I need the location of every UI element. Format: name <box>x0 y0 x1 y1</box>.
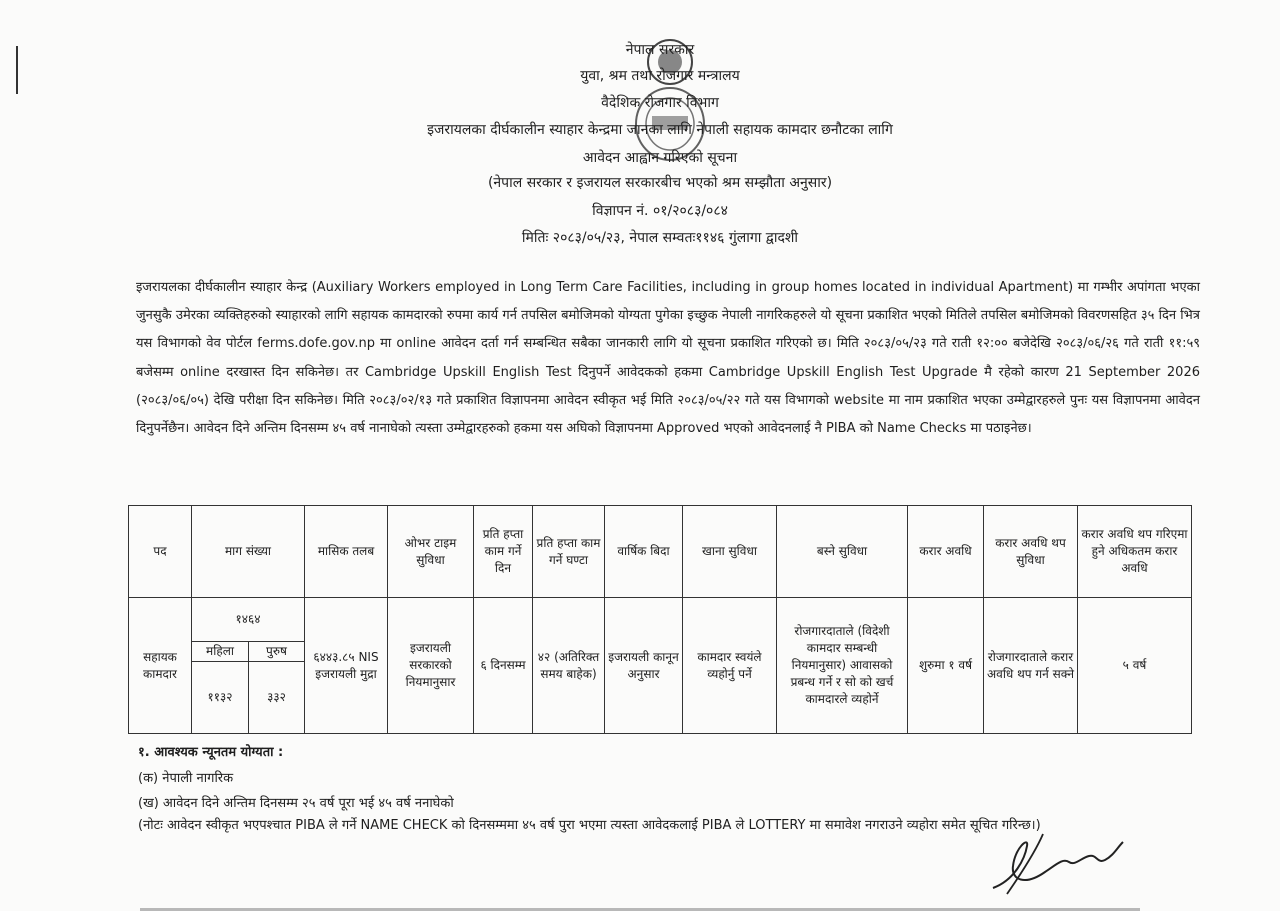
notice-date: मितिः २०८३/०५/२३, नेपाल सम्वतः११४६ गुंलागा द्वादशी <box>521 230 799 246</box>
requirement-note: (नोटः आवेदन स्वीकृत भएपश्चात PIBA ले गर्ने NAME CHECK को दिनसम्ममा ४५ वर्ष पुरा भएमा त्यस्ता आवेदकलाई PIBA ले LOTTERY मा समावेश नगराउने व्यहोरा समेत सूचित गरिन्छ।) <box>138 818 1041 833</box>
government-name: नेपाल सरकार <box>625 42 695 58</box>
cell-demand-total: १४६४ <box>192 598 305 642</box>
requirement-item-ka: (क) नेपाली नागरिक <box>138 771 234 786</box>
table-header-row <box>129 506 1192 598</box>
page-margin-mark <box>16 46 18 94</box>
cell-post: सहायक कामदार <box>129 598 192 734</box>
header-hours: प्रति हप्ता काम गर्ने घण्टा <box>533 506 605 598</box>
header-leave: वार्षिक बिदा <box>605 506 683 598</box>
header-post: पद <box>129 506 192 598</box>
cell-salary: ६४४३.८५ NIS इजरायली मुद्रा <box>305 598 388 734</box>
notice-body-paragraph: इजरायलका दीर्घकालीन स्याहार केन्द्र (Auxiliary Workers employed in Long Term Care Facilities, including in group homes located in individual Apartment) मा गम्भीर अपांगता भएका जुनसुकै उमेरका व्यक्तिहरुको स्याहारको लागि सहायक कामदारको रुपमा कार्य गर्न तपसिल बमोजिमको योग्यता पुगेका इच्छुक नेपाली नागरिकहरुले यो सूचना प्रकाशित भएको मितिले तपसिल बमोजिमको विवरणसहित ३५ दिन भित्र यस विभागको वेव पोर्टल ferms.dofe.gov.np मा online आवेदन दर्ता गर्न सम्बन्धित सबैका जानकारी लागि यो सूचना प्रकाशित गरिएको छ। मिति २०८३/०५/२३ गते राती १२:०० बजेदेखि २०८३/०६/२६ गते राती ११:५९ बजेसम्म online दरखास्त दिन सकिनेछ। तर Cambridge Upskill English Test दिनुपर्ने आवेदकको हकमा Cambridge Upskill English Test Upgrade मै रहेको कारण 21 September 2026 (२०८३/०६/०५) देखि परीक्षा दिन सकिनेछ। मिति २०८३/०२/१३ गते प्रकाशित विज्ञापनमा आवेदन स्वीकृत भई मिति २०८३/०५/२२ गते यस विभागको website मा नाम प्रकाशित भएका उम्मेद्वारहरुले पुनः यस विज्ञापनमा आवेदन दिनुपर्नेछैन। आवेदन दिने अन्तिम दिनसम्म ४५ वर्ष नानाघेको त्यस्ता उम्मेद्वारहरुको हकमा यस अघिको विज्ञापनमा Approved भएको आवेदनलाई नै PIBA को Name Checks मा पठाइनेछ। <box>136 280 1200 437</box>
table-row <box>129 598 1192 642</box>
cell-male-count: ३३२ <box>249 662 305 734</box>
cell-overtime: इजरायली सरकारको नियमानुसार <box>388 598 474 734</box>
notice-agreement: (नेपाल सरकार र इजरायल सरकारबीच भएको श्रम सम्झौता अनुसार) <box>487 175 833 191</box>
requirement-item-kha: (ख) आवेदन दिने अन्तिम दिनसम्म २५ वर्ष पूरा भई ४५ वर्ष ननाघेको <box>138 796 454 811</box>
ministry-name: युवा, श्रम तथा रोजगार मन्त्रालय <box>580 68 740 84</box>
cell-housing: रोजगारदाताले (विदेशी कामदार सम्बन्धी नियमानुसार) आवासको प्रबन्ध गर्ने र सो को खर्च कामदारले व्यहोर्ने <box>777 598 908 734</box>
notice-subtitle: आवेदन आह्वान गरिएको सूचना <box>582 150 738 166</box>
cell-contract: शुरुमा १ वर्ष <box>908 598 984 734</box>
requirements-heading: १. आवश्यक न्यूनतम योग्यता : <box>138 745 284 760</box>
notice-title: इजरायलका दीर्घकालीन स्याहार केन्द्रमा जानका लागि नेपाली सहायक कामदार छनौटका लागि <box>427 122 893 138</box>
cell-food: कामदार स्वयंले व्यहोर्नु पर्ने <box>683 598 777 734</box>
header-days: प्रति हप्ता काम गर्ने दिन <box>474 506 533 598</box>
cell-female-label: महिला <box>192 642 249 662</box>
cell-hours: ४२ (अतिरिक्त समय बाहेक) <box>533 598 605 734</box>
vacancy-table <box>128 505 1192 734</box>
header-food: खाना सुविधा <box>683 506 777 598</box>
cell-female-count: ११३२ <box>192 662 249 734</box>
header-demand: माग संख्या <box>192 506 305 598</box>
header-max-contract: करार अवधि थप गरिएमा हुने अधिकतम करार अवधि <box>1078 506 1192 598</box>
cell-extension: रोजगारदाताले करार अवधि थप गर्न सक्ने <box>984 598 1078 734</box>
notice-number: विज्ञापन नं. ०१/२०८३/०८४ <box>592 203 728 219</box>
cell-leave: इजरायली कानून अनुसार <box>605 598 683 734</box>
header-housing: बस्ने सुविधा <box>777 506 908 598</box>
header-extension: करार अवधि थप सुविधा <box>984 506 1078 598</box>
cell-days: ६ दिनसम्म <box>474 598 533 734</box>
header-overtime: ओभर टाइम सुविधा <box>388 506 474 598</box>
header-contract: करार अवधि <box>908 506 984 598</box>
cell-male-label: पुरुष <box>249 642 305 662</box>
header-salary: मासिक तलब <box>305 506 388 598</box>
department-name: वैदेशिक रोजगार विभाग <box>601 95 719 111</box>
signature <box>985 828 1135 898</box>
cell-max-contract: ५ वर्ष <box>1078 598 1192 734</box>
